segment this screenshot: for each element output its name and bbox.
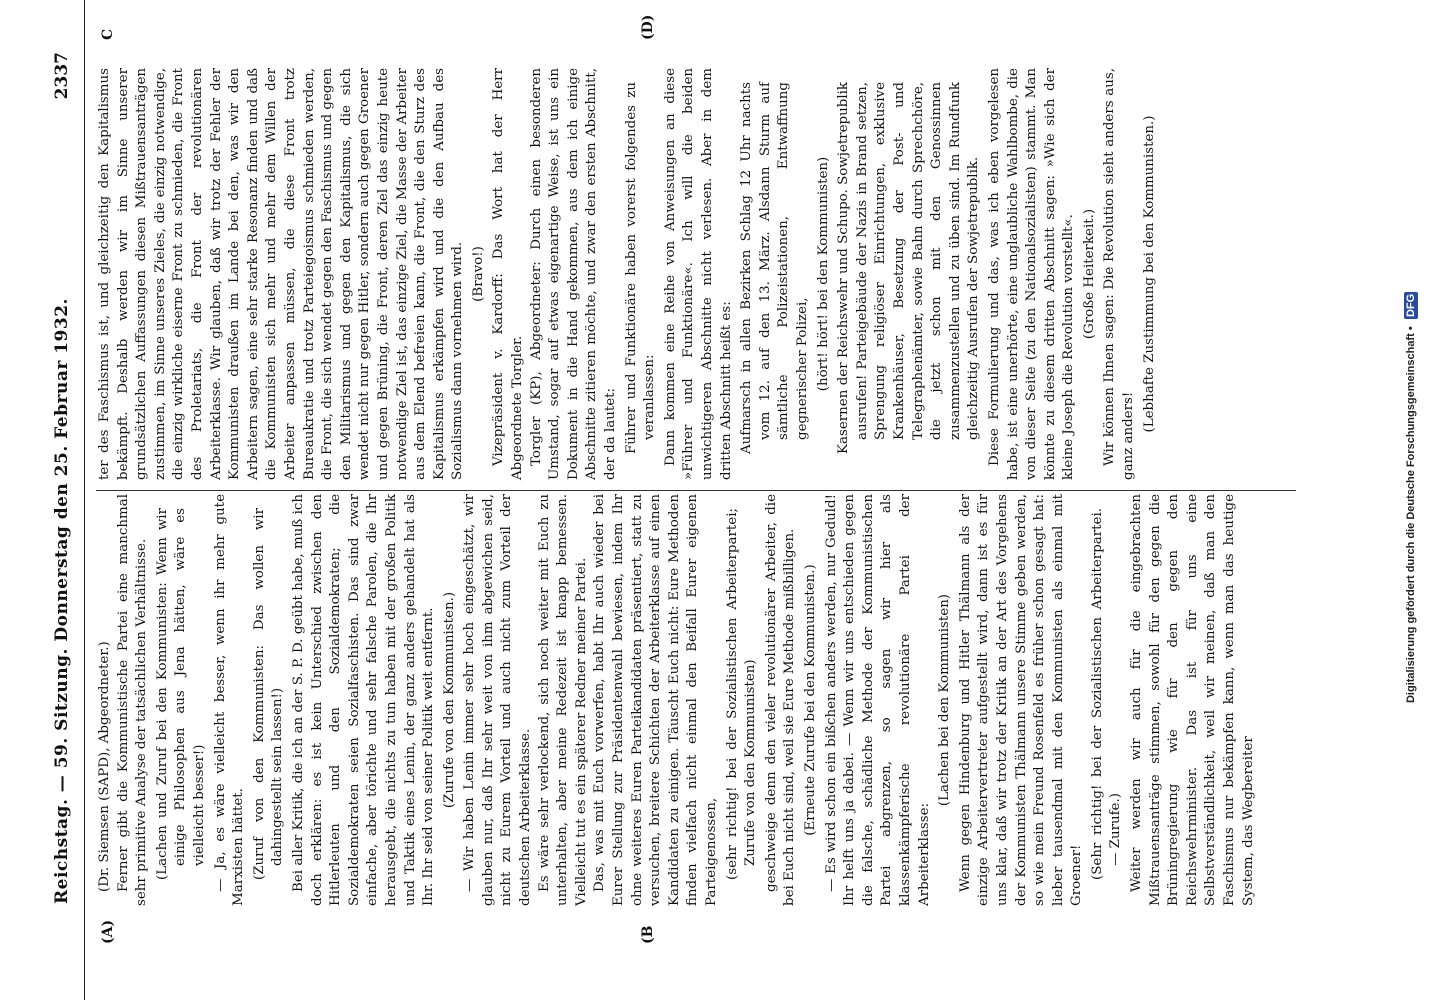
paragraph: Bei aller Kritik, die ich an der S. P. D. geübt habe, muß ich doch erklären: es ist kein Unterschied zwischen den Hitlerleuten und den Sozialdemokraten; die Sozialdemokraten seien Sozialfaschisten. Das sind zwar einfache, aber törichte und sehr falsche Parolen, die Ihr herausgebt, die nichts zu tun haben mit der großen Politik und Taktik eines Lenin, der ganz anders gehandelt hat als Ihr. Ihr seid von seiner Politik weit entfernt. — [290, 494, 437, 906]
quoted-remark: Kasernen der Reichswehr und Schupo. Sowjetrepublik ausrufen! Parteigebäude der Nazis in Brand setzen, Sprengung religiöser Einrichtungen, exklusive Krankenhäuser, Besetzung der Post- und Telegraphenämter, sowie Bahn durch Sprechchöre, die jetzt schon mit den Genossinnen zusammenzustellen und zu üben sind. Im Rundfunk gleichzeitig Ausrufen der Sowjetrepublik. — [836, 82, 982, 454]
interjection: (Zurufe von den Kommunisten.) — [441, 591, 457, 809]
paragraph: Diese Formulierung und das, was ich eben vorgelesen habe, ist eine unerhörte, eine unglaubliche Wahlbombe, die von dieser Seite (zu den Nationalsozialisten) stammt. Man könnte zu diesem dritten Abschnitt sagen: »Wie sich der kleine Joseph die Revolution vorstellt«. — [986, 68, 1077, 480]
page-header — [40, 0, 85, 1000]
interjection: (Lebhafte Zustimmung bei den Kommunisten.) — [1141, 115, 1157, 433]
margin-mark-c: C — [100, 28, 116, 40]
interjection: (hört! hört! bei den Kommunisten) — [815, 156, 831, 392]
paragraph: — Es wird schon ein bißchen anders werden, nur Geduld! Ihr helft uns ja dabei. — Wenn wir uns entschieden gegen die falsche, schädliche Methode der Kommunistischen Partei abgrenzen, so sagen wir hier als klassenkämpferische revolutionäre Partei der Arbeiterklasse: — [823, 494, 932, 906]
paragraph: Es wäre sehr verlockend, sich noch weiter mit Euch zu unterhalten, aber meine Redezeit ist knapp bemessen. Vielleicht tut es ein späterer Redner meiner Partei. — [536, 494, 589, 906]
column-divider — [96, 490, 1296, 491]
paragraph: Das, was mit Euch vorwerfen, habt Ihr auch wieder bei Eurer Stellung zur Präsidentenwahl bewiesen, indem Ihr ohne weiteres Euren Parteikandidaten präsentiert, statt zu versuchen, breitere Schichten der Arbeiterklasse auf einen Kandidaten zu einigen. Täuscht Euch nicht: Eure Methoden finden vielfach nicht einmal den Beifall Eurer eigenen Parteigenossen, — [592, 494, 719, 906]
paragraph: geschweige denn den vieler revolutionärer Arbeiter, die bei Euch nicht sind, weil sie Eure Methode mißbilligen. — [763, 494, 798, 906]
dfg-credit-strip — [1396, 8, 1426, 988]
paragraph: Vizepräsident v. Kardorff: Das Wort hat der Herr Abgeordnete Torgler. — [491, 68, 526, 480]
margin-mark-b: (B — [640, 925, 656, 944]
quoted-remark: (Sehr richtig! bei der Sozialistischen Arbeiterpartei. — Zurufe.) — [1089, 508, 1124, 880]
quoted-remark: Führer und Funktionäre haben vorerst folgendes zu veranlassen: — [623, 82, 658, 454]
interjection: (Große Heiterkeit.) — [1081, 208, 1097, 340]
quoted-remark: (Lachen und Zuruf bei den Kommunisten: Wenn wir einige Philosophen aus Jena hätten, wäre es vielleicht besser!) — [154, 508, 207, 880]
paragraph: ter des Faschismus ist, und gleichzeitig den Kapitalismus bekämpft. Deshalb werden wir im Sinne unserer grundsätzlichen Auffassungen diesen Mißtrauensanträgen zustimmen, im Sinne unseres Zieles, die einzig notwendige, die einzig wirkliche eiserne Front zu schmieden, die Front des Proletariats, die Front der revolutionären Arbeiterklasse. Wir glauben, daß wir trotz der Fehler der Kommunisten draußen im Lande bei den, was wir den Arbeitern sagen, eine sehr starke Resonanz finden und daß die Kommunisten sich mehr und mehr dem Willen der Arbeiter anpassen müssen, die diese Front trotz Bureaukratie und trotz Parteiegoismus schmieden werden, die Front, die sich wendet gegen den Faschismus und gegen den Militarismus und gegen den Kapitalismus, die sich wendet nicht nur gegen Hitler, sondern auch gegen Groener und gegen Brüning, die Front, deren Ziel das einzig heute notwendige Ziel ist, das einzige Ziel, die Masse der Arbeiter aus dem Elend befreien kann, die Front, die den Sturz des Kapitalismus erkämpfen wird und die den Aufbau des Sozialismus dann vornehmen wird. — [97, 68, 466, 480]
interjection: (Lachen bei den Kommunisten) — [937, 593, 953, 807]
paragraph: Wenn gegen Hindenburg und Hitler Thälmann als der einzige Arbeitervertreter aufgestellt wird, dann ist es für uns klar, daß wir trotz der Kritik an der Art des Vorgehens der Kommunisten Thälmann unsere Stimme geben werden, so wie mein Freund Rosenfeld es früher schon gesagt hat: lieber tausendmal mit den Kommunisten als einmal mit Groener! — [957, 494, 1085, 906]
header-title: Reichstag. — 59. Sitzung. Donnerstag den 25. Februar 1932. — [52, 298, 72, 904]
credit-label: Digitalisierung gefördert durch die Deutsche Forschungsgemeinschaft — [1405, 333, 1417, 704]
left-text-column — [96, 494, 1258, 906]
page-number: 2337 — [52, 52, 72, 100]
right-text-column — [96, 68, 1161, 480]
interjection: (Bravo!) — [470, 246, 486, 302]
paragraph: — Ja, es wäre vielleicht besser, wenn ihr mehr gute Marxisten hättet. — [212, 494, 247, 906]
interjection: (Erneute Zurufe bei den Kommunisten.) — [802, 564, 818, 836]
paragraph: — Wir haben Lenin immer sehr hoch eingeschätzt, wir glauben nur, daß Ihr sehr weit von ihm abgewichen seid, nicht zu Eurem Vorteil und auch nicht zum Vorteil der deutschen Arbeiterklasse. — [462, 494, 534, 906]
paragraph: Dann kommen eine Reihe von Anweisungen an diese »Führer und Funktionäre«. Ich will die beiden unwichtigeren Abschnitte nicht verlesen. Aber in dem dritten Abschnitt heißt es: — [662, 68, 734, 480]
paragraph: Weiter werden wir auch für die eingebrachten Mißtrauensanträge stimmen, sowohl für den gegen die Brüningregierung wie für den gegen den Reichswehrminister. Das ist für uns eine Selbstverständlichkeit, weil wir meinen, daß man den Faschismus nur bekämpfen kann, wenn man das heutige System, das Wegbereiter — [1129, 494, 1256, 906]
dfg-credit-text: Digitalisierung gefördert durch die Deutsche Forschungsgemeinschaft • DFG — [1405, 294, 1417, 704]
speaker-line: (Dr. Siemsen (SAPD), Abgeordneter.) — [97, 641, 112, 892]
margin-mark-a: (A) — [100, 919, 116, 944]
margin-mark-d: (D) — [640, 14, 656, 40]
paragraph: Torgler (KP), Abgeordneter: Durch einen besonderen Umstand, sogar auf etwas eigenartige Weise, ist uns ein Dokument in die Hand gekommen, aus dem ich einige Abschnitte zitieren möchte, und zwar den ersten Abschnitt, der da lautet: — [528, 68, 619, 480]
quoted-remark: (sehr richtig! bei der Sozialistischen Arbeiterpartei; Zurufe von den Kommunisten) — [724, 508, 759, 880]
quoted-remark: Aufmarsch in allen Bezirken Schlag 12 Uhr nachts vom 12. auf den 13. März. Alsdann Sturm auf sämtliche Polizeistationen, Entwaffnung gegnerischer Polizei, — [739, 82, 810, 454]
quoted-remark: (Zuruf von den Kommunisten: Das wollen wir dahingestellt sein lassen!) — [251, 508, 286, 880]
paragraph: Wir können Ihnen sagen: Die Revolution sieht anders aus, ganz anders! — [1102, 68, 1137, 480]
paragraph: Ferner gibt die Kommunistische Partei eine manchmal sehr primitive Analyse der tatsächlichen Verhältnisse. — [115, 494, 150, 906]
dfg-logo: DFG — [1405, 294, 1417, 318]
